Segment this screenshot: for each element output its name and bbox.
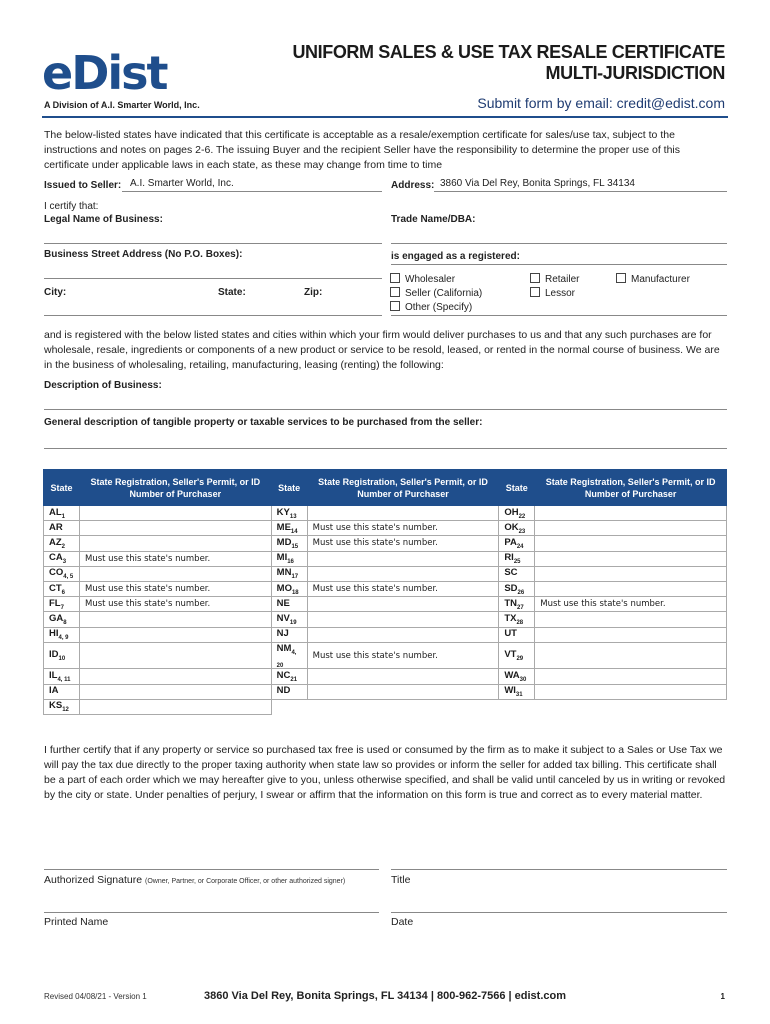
table-row: [44, 536, 727, 551]
state-code-cell: [271, 551, 307, 566]
state-code: OH: [504, 506, 519, 518]
state-code-cell: [499, 506, 535, 521]
state-note-ref: 28: [516, 619, 524, 626]
state-code-cell: [499, 521, 535, 536]
registration-number-cell[interactable]: Must use this state's number.: [307, 581, 499, 596]
state-note-ref: 19: [289, 619, 297, 626]
state-code: ME: [276, 521, 291, 533]
auth-signature-text: Authorized Signature: [44, 874, 143, 886]
legal-name-label: Legal Name of Business:: [44, 214, 163, 225]
authorized-signature-label: [44, 874, 345, 886]
state-note-ref: 15: [291, 543, 299, 550]
state-code: WA: [504, 670, 520, 682]
state-code-cell: [44, 684, 80, 699]
state-code: AR: [49, 521, 63, 533]
state-code-cell: [271, 684, 307, 699]
table-row: [44, 551, 727, 566]
state-note-ref: 26: [517, 589, 525, 596]
auth-signature-note: (Owner, Partner, or Corporate Officer, or other authorized signer): [145, 878, 346, 885]
state-code: AL: [49, 506, 62, 518]
other-option[interactable]: [390, 301, 472, 313]
state-code: RI: [504, 552, 514, 564]
address-label: Address:: [391, 180, 435, 191]
state-note-ref: 4, 5: [63, 574, 74, 581]
col-reg-2: State Registration, Seller's Permit, or ID Number of Purchaser: [307, 470, 499, 506]
trade-name-label: Trade Name/DBA:: [391, 214, 476, 225]
state-note-ref: 2: [61, 543, 66, 550]
state-code-cell: [499, 597, 535, 612]
table-row: [44, 669, 727, 684]
date-line[interactable]: [391, 912, 727, 913]
state-code: UT: [504, 628, 517, 640]
state-code-cell: [44, 581, 80, 596]
registration-number-cell[interactable]: [535, 581, 727, 596]
registration-number-cell[interactable]: [535, 627, 727, 642]
registration-number-cell[interactable]: [307, 551, 499, 566]
state-code: CO: [49, 567, 64, 579]
state-code-cell: [271, 612, 307, 627]
registration-number-cell[interactable]: [79, 669, 271, 684]
description-line[interactable]: [44, 409, 727, 410]
city-state-zip-line[interactable]: [44, 315, 382, 316]
title-line[interactable]: [391, 869, 727, 870]
printed-name-line[interactable]: [44, 912, 379, 913]
state-code: PA: [504, 537, 517, 549]
intro-paragraph: The below-listed states have indicated that this certificate is acceptable as a resale/exemption certificate for sales/use tax, subject to the instructions and notes on pages 2-6. The issuing Buyer and the recipient Seller have the responsibility to determine the proper use of this certificate under applicable laws in each state, as these may change from time to time: [44, 129, 681, 171]
state-code-cell: [271, 581, 307, 596]
state-code-cell: [271, 521, 307, 536]
state-note-ref: 6: [61, 589, 66, 596]
signature-line[interactable]: [44, 869, 379, 870]
registration-number-cell[interactable]: Must use this state's number.: [307, 536, 499, 551]
state-code: MO: [276, 582, 292, 594]
address-line: [434, 191, 727, 192]
printed-name-label: Printed Name: [44, 916, 109, 928]
state-note-ref: 22: [518, 513, 526, 520]
registration-number-cell[interactable]: [307, 684, 499, 699]
col-state-1: State: [44, 470, 80, 506]
state-code: KY: [276, 506, 290, 518]
state-code-cell: [44, 642, 80, 669]
state-code-cell: [271, 506, 307, 521]
options-bottom-line: [391, 315, 727, 316]
registration-number-cell[interactable]: [307, 506, 499, 521]
registration-number-cell[interactable]: [79, 506, 271, 521]
state-code: CT: [49, 582, 62, 594]
retailer-option[interactable]: [530, 273, 579, 285]
table-row: [44, 566, 727, 581]
table-row: [44, 612, 727, 627]
state-note-ref: 29: [516, 656, 524, 663]
state-code-cell: [499, 581, 535, 596]
registration-number-cell[interactable]: Must use this state's number.: [535, 597, 727, 612]
col-reg-1: State Registration, Seller's Permit, or ID Number of Purchaser: [79, 470, 271, 506]
header-divider: [42, 116, 728, 118]
state-code-cell: [271, 669, 307, 684]
description-label: Description of Business:: [44, 380, 162, 391]
zip-label: Zip:: [304, 287, 323, 298]
certify-text: I certify that:: [44, 201, 99, 212]
registration-number-cell[interactable]: [307, 612, 499, 627]
state-note-ref: 4, 11: [57, 677, 71, 683]
general-description-label: General description of tangible property or taxable services to be purchased from the seller:: [44, 417, 483, 428]
registration-number-cell[interactable]: [307, 597, 499, 612]
issued-to-seller-label: Issued to Seller:: [44, 180, 122, 191]
wholesaler-label: Wholesaler: [405, 274, 456, 285]
state-code-cell: [44, 699, 80, 714]
table-header-row: [44, 470, 727, 506]
state-note-ref: 21: [290, 677, 298, 683]
registration-number-cell[interactable]: [535, 684, 727, 699]
state-note-ref: 1: [61, 513, 66, 520]
trade-name-line[interactable]: [391, 243, 727, 244]
state-code: OK: [504, 521, 519, 533]
state-code-cell: [499, 566, 535, 581]
state-note-ref: 17: [291, 574, 299, 581]
state-code: MI: [276, 552, 288, 564]
state-code: HI: [49, 628, 59, 640]
state-code-cell: [44, 669, 80, 684]
state-code: TX: [504, 612, 517, 624]
registration-number-cell[interactable]: [307, 627, 499, 642]
state-note-ref: 7: [60, 604, 64, 611]
state-code-cell: [44, 536, 80, 551]
date-label: Date: [391, 916, 414, 928]
manufacturer-option[interactable]: [616, 273, 690, 285]
registration-number-cell[interactable]: [307, 669, 499, 684]
table-row: [44, 581, 727, 596]
state-code: SD: [504, 582, 518, 594]
state-code-cell: [271, 627, 307, 642]
empty-cell: [535, 699, 727, 714]
state-code: TN: [504, 597, 517, 609]
seller-california-option[interactable]: [390, 287, 482, 299]
state-note-ref: 10: [58, 656, 66, 663]
title-label: Title: [391, 874, 411, 886]
table-row: [44, 521, 727, 536]
state-note-ref: 4, 9: [58, 635, 69, 642]
footer-contact: 3860 Via Del Rey, Bonita Springs, FL 34134 | 800-962-7566 | edist.com: [204, 990, 566, 1002]
edist-logo: eDist: [42, 46, 167, 100]
state-label: State:: [218, 287, 246, 298]
state-code-cell: [499, 642, 535, 669]
registration-number-cell[interactable]: [535, 566, 727, 581]
state-code: CA: [49, 552, 63, 564]
registration-number-cell[interactable]: [535, 551, 727, 566]
state-code-cell: [44, 506, 80, 521]
seller-california-checkbox[interactable]: [390, 287, 400, 297]
city-label: City:: [44, 287, 67, 298]
state-code-cell: [44, 597, 80, 612]
state-code: AZ: [49, 537, 62, 549]
lessor-checkbox[interactable]: [530, 287, 540, 297]
street-address-line[interactable]: [44, 278, 382, 279]
col-state-2: State: [271, 470, 307, 506]
state-code-cell: [271, 536, 307, 551]
seller-california-label: Seller (California): [405, 288, 483, 299]
state-code-cell: [44, 551, 80, 566]
state-code: NV: [276, 612, 290, 624]
street-address-label: Business Street Address (No P.O. Boxes):: [44, 249, 243, 260]
state-note-ref: 14: [290, 528, 298, 535]
registration-number-cell[interactable]: [79, 612, 271, 627]
registration-number-cell[interactable]: [535, 536, 727, 551]
state-code: KS: [49, 700, 63, 712]
submit-email-text: Submit form by email: credit@edist.com: [477, 95, 725, 111]
state-code-cell: [499, 627, 535, 642]
table-row: [44, 597, 727, 612]
registration-number-cell[interactable]: Must use this state's number.: [307, 521, 499, 536]
state-code: ID: [49, 649, 59, 661]
registration-number-cell[interactable]: [79, 566, 271, 581]
engaged-line: [391, 264, 727, 265]
certification-paragraph: I further certify that if any property or service so purchased tax free is used or consumed by the firm as to make it subject to a Sales or Use Tax we will pay the tax due directly to the proper taxing authority when state law so provides or inform the seller for added tax billing. This certificate shall be a part of each order which we may hereafter give to you, unless otherwise specified, and shall be valid until canceled by us in writing or revoked by the city or state. Under penalties of perjury, I swear or affirm that the information on this form is true and correct as to every material matter.: [44, 744, 726, 801]
table-row: [44, 506, 727, 521]
state-note-ref: 3: [62, 559, 67, 566]
state-code: SC: [504, 567, 518, 579]
state-note-ref: 24: [516, 543, 524, 550]
col-reg-3: State Registration, Seller's Permit, or ID Number of Purchaser: [535, 470, 727, 506]
revision-text: Revised 04/08/21 - Version 1: [44, 992, 147, 1001]
issued-to-seller-line: [122, 191, 382, 192]
retailer-label: Retailer: [545, 274, 580, 285]
page-number: 1: [720, 992, 725, 1001]
form-title: UNIFORM SALES & USE TAX RESALE CERTIFICATE: [292, 42, 725, 62]
state-note-ref: 27: [516, 604, 524, 611]
state-code-cell: [499, 612, 535, 627]
state-code: FL: [49, 597, 61, 609]
state-code-cell: [44, 627, 80, 642]
state-code: NM: [276, 642, 292, 654]
registration-number-cell[interactable]: [535, 669, 727, 684]
manufacturer-checkbox[interactable]: [616, 273, 626, 283]
issued-to-seller-value[interactable]: A.I. Smarter World, Inc.: [130, 178, 234, 189]
registration-number-cell[interactable]: [79, 521, 271, 536]
registration-number-cell[interactable]: [79, 699, 271, 714]
form-subtitle: MULTI-JURISDICTION: [545, 63, 725, 83]
registration-number-cell[interactable]: Must use this state's number.: [79, 551, 271, 566]
registration-number-cell[interactable]: [79, 536, 271, 551]
registration-number-cell[interactable]: Must use this state's number.: [307, 642, 499, 669]
state-note-ref: 4, 20: [276, 649, 297, 669]
registration-number-cell[interactable]: [535, 506, 727, 521]
empty-cell: [499, 699, 535, 714]
registration-number-cell[interactable]: [535, 642, 727, 669]
state-code: MD: [276, 537, 292, 549]
state-code: NJ: [276, 628, 289, 640]
table-row: [44, 699, 727, 714]
registration-number-cell[interactable]: Must use this state's number.: [79, 597, 271, 612]
state-code-cell: [499, 536, 535, 551]
state-code-cell: [271, 566, 307, 581]
lessor-label: Lessor: [545, 288, 576, 299]
other-checkbox[interactable]: [390, 301, 400, 311]
state-code-cell: [499, 669, 535, 684]
state-code: WI: [504, 685, 516, 697]
state-note-ref: 13: [289, 513, 297, 520]
registration-number-cell[interactable]: [79, 642, 271, 669]
other-label: Other (Specify): [405, 302, 473, 313]
engaged-label: is engaged as a registered:: [391, 251, 520, 262]
state-code-cell: [499, 684, 535, 699]
manufacturer-label: Manufacturer: [631, 274, 690, 285]
state-code-cell: [44, 521, 80, 536]
registration-number-cell[interactable]: [307, 566, 499, 581]
state-code: GA: [49, 612, 64, 624]
state-code: MN: [276, 567, 292, 579]
state-code-cell: [44, 566, 80, 581]
state-note-ref: 12: [62, 707, 69, 714]
state-code: IL: [49, 670, 58, 682]
state-note-ref: 31: [515, 692, 523, 699]
state-code: ND: [276, 685, 291, 697]
state-code: NC: [276, 670, 291, 682]
registration-number-cell[interactable]: [535, 612, 727, 627]
state-code: NE: [276, 597, 290, 609]
registration-number-cell[interactable]: [535, 521, 727, 536]
empty-cell: [271, 699, 307, 714]
wholesaler-option[interactable]: [390, 273, 455, 285]
general-description-line[interactable]: [44, 448, 727, 449]
registration-number-cell[interactable]: [79, 627, 271, 642]
table-row: [44, 642, 727, 669]
states-table: [43, 469, 727, 715]
state-note-ref: 8: [63, 619, 67, 626]
lessor-option[interactable]: [530, 287, 575, 299]
address-value[interactable]: 3860 Via Del Rey, Bonita Springs, FL 34134: [440, 178, 635, 189]
division-text: A Division of A.I. Smarter World, Inc.: [44, 100, 200, 110]
table-row: [44, 684, 727, 699]
legal-name-line[interactable]: [44, 243, 382, 244]
registration-number-cell[interactable]: Must use this state's number.: [79, 581, 271, 596]
wholesaler-checkbox[interactable]: [390, 273, 400, 283]
table-row: [44, 627, 727, 642]
state-note-ref: 23: [518, 528, 526, 535]
state-note-ref: 25: [513, 559, 521, 566]
retailer-checkbox[interactable]: [530, 273, 540, 283]
state-code-cell: [44, 612, 80, 627]
state-code-cell: [499, 551, 535, 566]
registration-number-cell[interactable]: [79, 684, 271, 699]
state-note-ref: 16: [287, 559, 294, 566]
state-code-cell: [271, 642, 307, 669]
state-note-ref: 18: [291, 589, 299, 596]
state-note-ref: 30: [519, 677, 527, 683]
state-code-cell: [271, 597, 307, 612]
state-code: IA: [49, 685, 59, 697]
state-code: VT: [504, 649, 517, 661]
empty-cell: [307, 699, 499, 714]
registered-paragraph: and is registered with the below listed states and cities within which your firm would deliver purchases to us and that any such purchases are for wholesale, resale, ingredients or components of a new product or service to be resold, leased, or rented in the normal course of business. We are in the business of wholesaling, retailing, manufacturing, leasing (renting) the following:: [44, 329, 720, 371]
col-state-3: State: [499, 470, 535, 506]
